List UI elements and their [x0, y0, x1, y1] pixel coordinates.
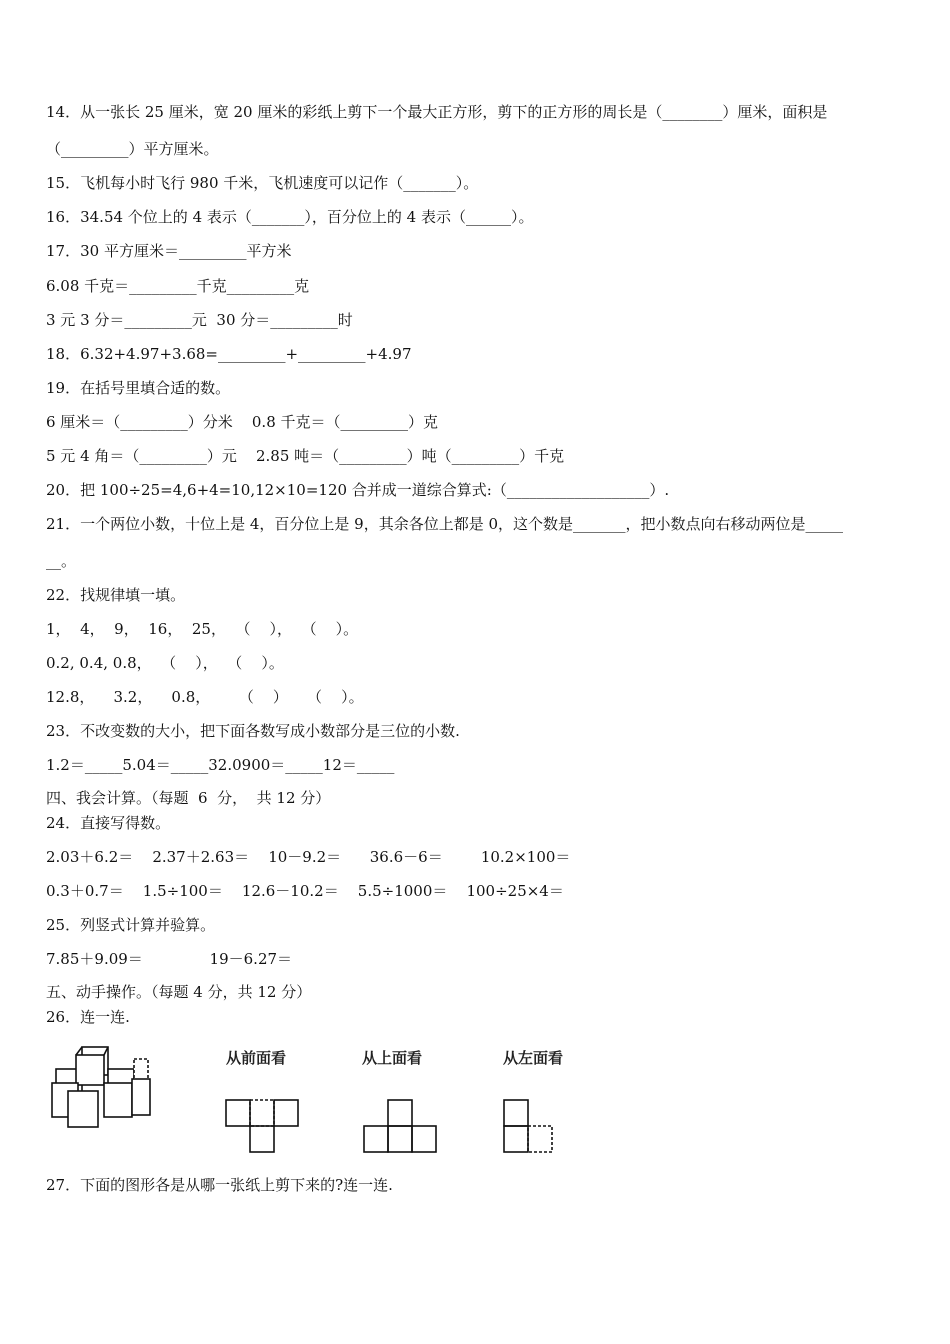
- view-label-left: 从左面看: [503, 1049, 564, 1067]
- line-q22: 22．找规律填一填。: [46, 586, 186, 604]
- line-q19: 19．在括号里填合适的数。: [46, 379, 231, 397]
- line-q25a: 7.85＋9.09＝ 19－6.27＝: [46, 950, 293, 968]
- line-q23a: 1.2＝_____5.04＝_____32.0900＝_____12＝_____: [46, 756, 395, 774]
- line-q26: 26．连一连.: [46, 1008, 130, 1026]
- top-view-figure: [362, 1098, 440, 1156]
- section-5-heading: 五、动手操作。（每题 4 分，共 12 分）: [46, 983, 312, 1001]
- left-view-figure: [502, 1098, 558, 1156]
- section-4-heading: 四、我会计算。（每题 6 分， 共 12 分）: [46, 789, 331, 807]
- line-q15: 15．飞机每小时飞行 980 千米，飞机速度可以记作（_______）。: [46, 174, 479, 192]
- cube-stack-figure: [48, 1045, 158, 1130]
- line-q17b: 6.08 千克＝_________千克_________克: [46, 277, 310, 295]
- line-q21b: __。: [46, 552, 77, 570]
- line-q17c: 3 元 3 分＝_________元 30 分＝_________时: [46, 311, 353, 329]
- line-q27: 27．下面的图形各是从哪一张纸上剪下来的?连一连.: [46, 1176, 393, 1194]
- line-q24: 24．直接写得数。: [46, 814, 171, 832]
- line-q22c: 12.8， 3.2， 0.8， （ ） （ ）。: [46, 688, 364, 706]
- line-q24b: 0.3＋0.7＝ 1.5÷100＝ 12.6－10.2＝ 5.5÷1000＝ 100÷25×4＝: [46, 882, 564, 900]
- line-q16: 16．34.54 个位上的 4 表示（_______），百分位上的 4 表示（______）。: [46, 208, 534, 226]
- front-view-figure: [224, 1098, 302, 1156]
- line-q23: 23．不改变数的大小，把下面各数写成小数部分是三位的小数.: [46, 722, 460, 740]
- view-label-front: 从前面看: [226, 1049, 287, 1067]
- line-q19a: 6 厘米＝（_________）分米 0.8 千克＝（_________）克: [46, 413, 439, 431]
- line-q25: 25．列竖式计算并验算。: [46, 916, 216, 934]
- line-q18: 18．6.32+4.97+3.68=_________+_________+4.97: [46, 345, 412, 363]
- line-q14a: 14．从一张长 25 厘米，宽 20 厘米的彩纸上剪下一个最大正方形，剪下的正方形的周长是（________）厘米，面积是: [46, 103, 828, 121]
- view-label-top: 从上面看: [362, 1049, 423, 1067]
- line-q24a: 2.03＋6.2＝ 2.37＋2.63＝ 10－9.2＝ 36.6－6＝ 10.2×100＝: [46, 848, 571, 866]
- line-q20: 20．把 100÷25=4,6+4=10,12×10=120 合并成一道综合算式:（___________________）.: [46, 481, 670, 499]
- line-q14b: （_________）平方厘米。: [46, 140, 219, 158]
- line-q21a: 21．一个两位小数，十位上是 4，百分位上是 9，其余各位上都是 0，这个数是_______，把小数点向右移动两位是_____: [46, 515, 844, 533]
- line-q19b: 5 元 4 角＝（_________）元 2.85 吨＝（_________）吨（_________）千克: [46, 447, 565, 465]
- line-q22b: 0.2, 0.4, 0.8， （ ）， （ ）。: [46, 654, 284, 672]
- line-q22a: 1， 4， 9， 16， 25， （ ）， （ ）。: [46, 620, 359, 638]
- line-q17a: 17．30 平方厘米＝_________平方米: [46, 242, 292, 260]
